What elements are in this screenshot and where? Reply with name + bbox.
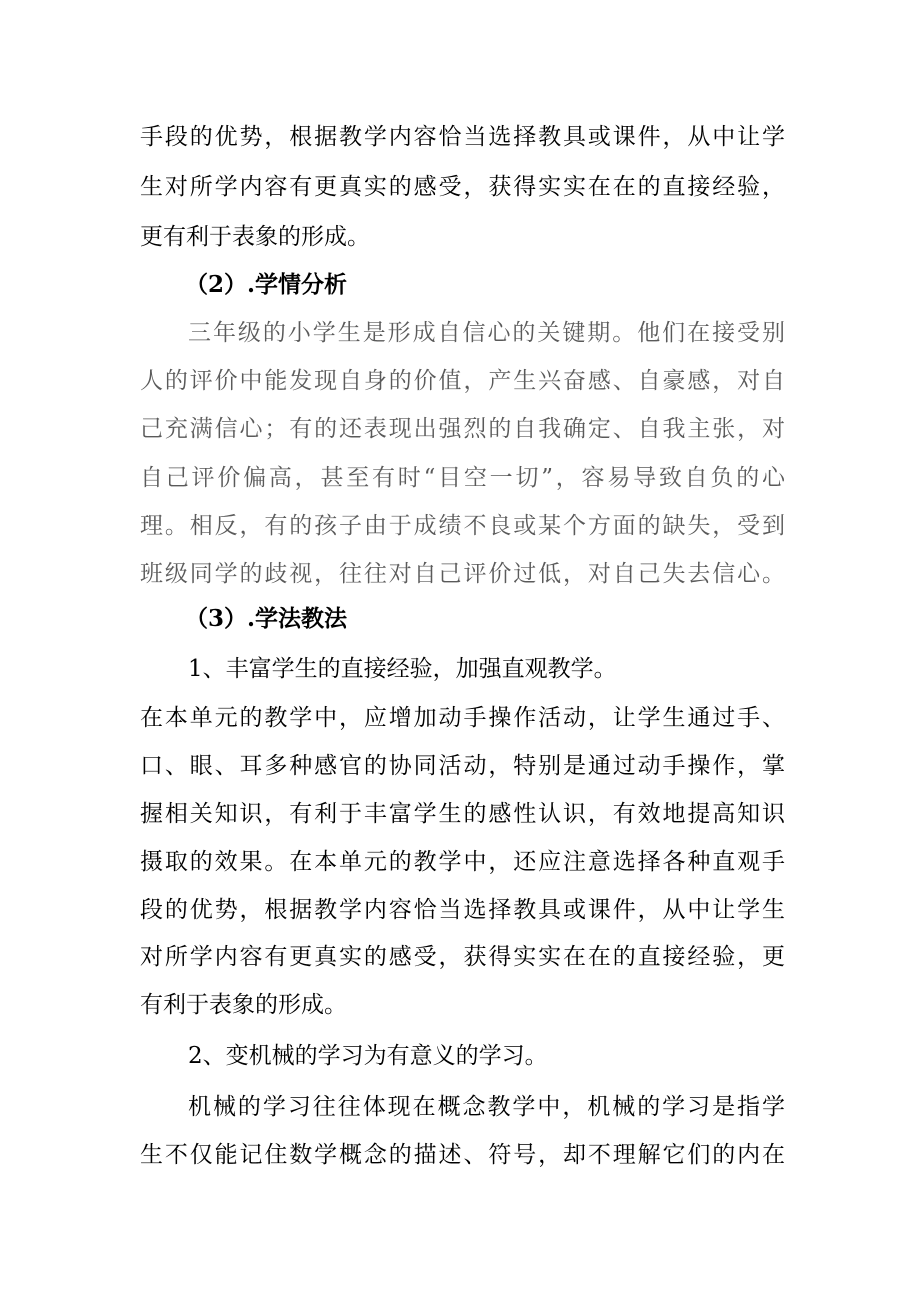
paragraph-line: 对所学内容有更真实的感受，获得实实在在的直接经验，更 (140, 944, 785, 970)
paragraph-line: 有利于表象的形成。 (140, 992, 347, 1018)
paragraph-line: 生对所学内容有更真实的感受，获得实实在在的直接经验， (140, 174, 785, 200)
paragraph-line: 三年级的小学生是形成自信心的关键期。他们在接受别 (188, 320, 785, 346)
paragraph-line: 段的优势，根据教学内容恰当选择教具或课件，从中让学生 (140, 897, 785, 923)
method-item-2-title: 2、变机械的学习为有意义的学习。 (188, 1043, 548, 1069)
paragraph-line: 在本单元的教学中，应增加动手操作活动，让学生通过手、 (140, 705, 785, 731)
paragraph-line: 手段的优势，根据教学内容恰当选择教具或课件，从中让学 (140, 124, 785, 150)
paragraph-line: 握相关知识，有利于丰富学生的感性认识，有效地提高知识 (140, 801, 785, 827)
paragraph-line: 生不仅能记住数学概念的描述、符号，却不理解它们的内在 (140, 1142, 785, 1168)
paragraph-line: 班级同学的歧视，往往对自己评价过低，对自己失去信心。 (140, 561, 785, 587)
paragraph-line: 摄取的效果。在本单元的教学中，还应注意选择各种直观手 (140, 849, 785, 875)
section-heading-learning-analysis: （2）.学情分析 (185, 271, 348, 298)
paragraph-line: 人的评价中能发现自身的价值，产生兴奋感、自豪感，对自 (140, 368, 785, 394)
method-item-1-title: 1、丰富学生的直接经验，加强直观教学。 (188, 656, 617, 682)
paragraph-line: 己充满信心；有的还表现出强烈的自我确定、自我主张，对 (140, 416, 785, 442)
paragraph-line: 机械的学习往往体现在概念教学中，机械的学习是指学 (188, 1094, 785, 1120)
paragraph-line: 理。相反，有的孩子由于成绩不良或某个方面的缺失，受到 (140, 513, 785, 539)
section-heading-teaching-methods: （3）.学法教法 (185, 605, 348, 632)
paragraph-line: 自己评价偏高，甚至有时“目空一切”，容易导致自负的心 (140, 465, 785, 491)
paragraph-line: 更有利于表象的形成。 (140, 224, 370, 250)
paragraph-line: 口、眼、耳多种感官的协同活动，特别是通过动手操作，掌 (140, 753, 785, 779)
